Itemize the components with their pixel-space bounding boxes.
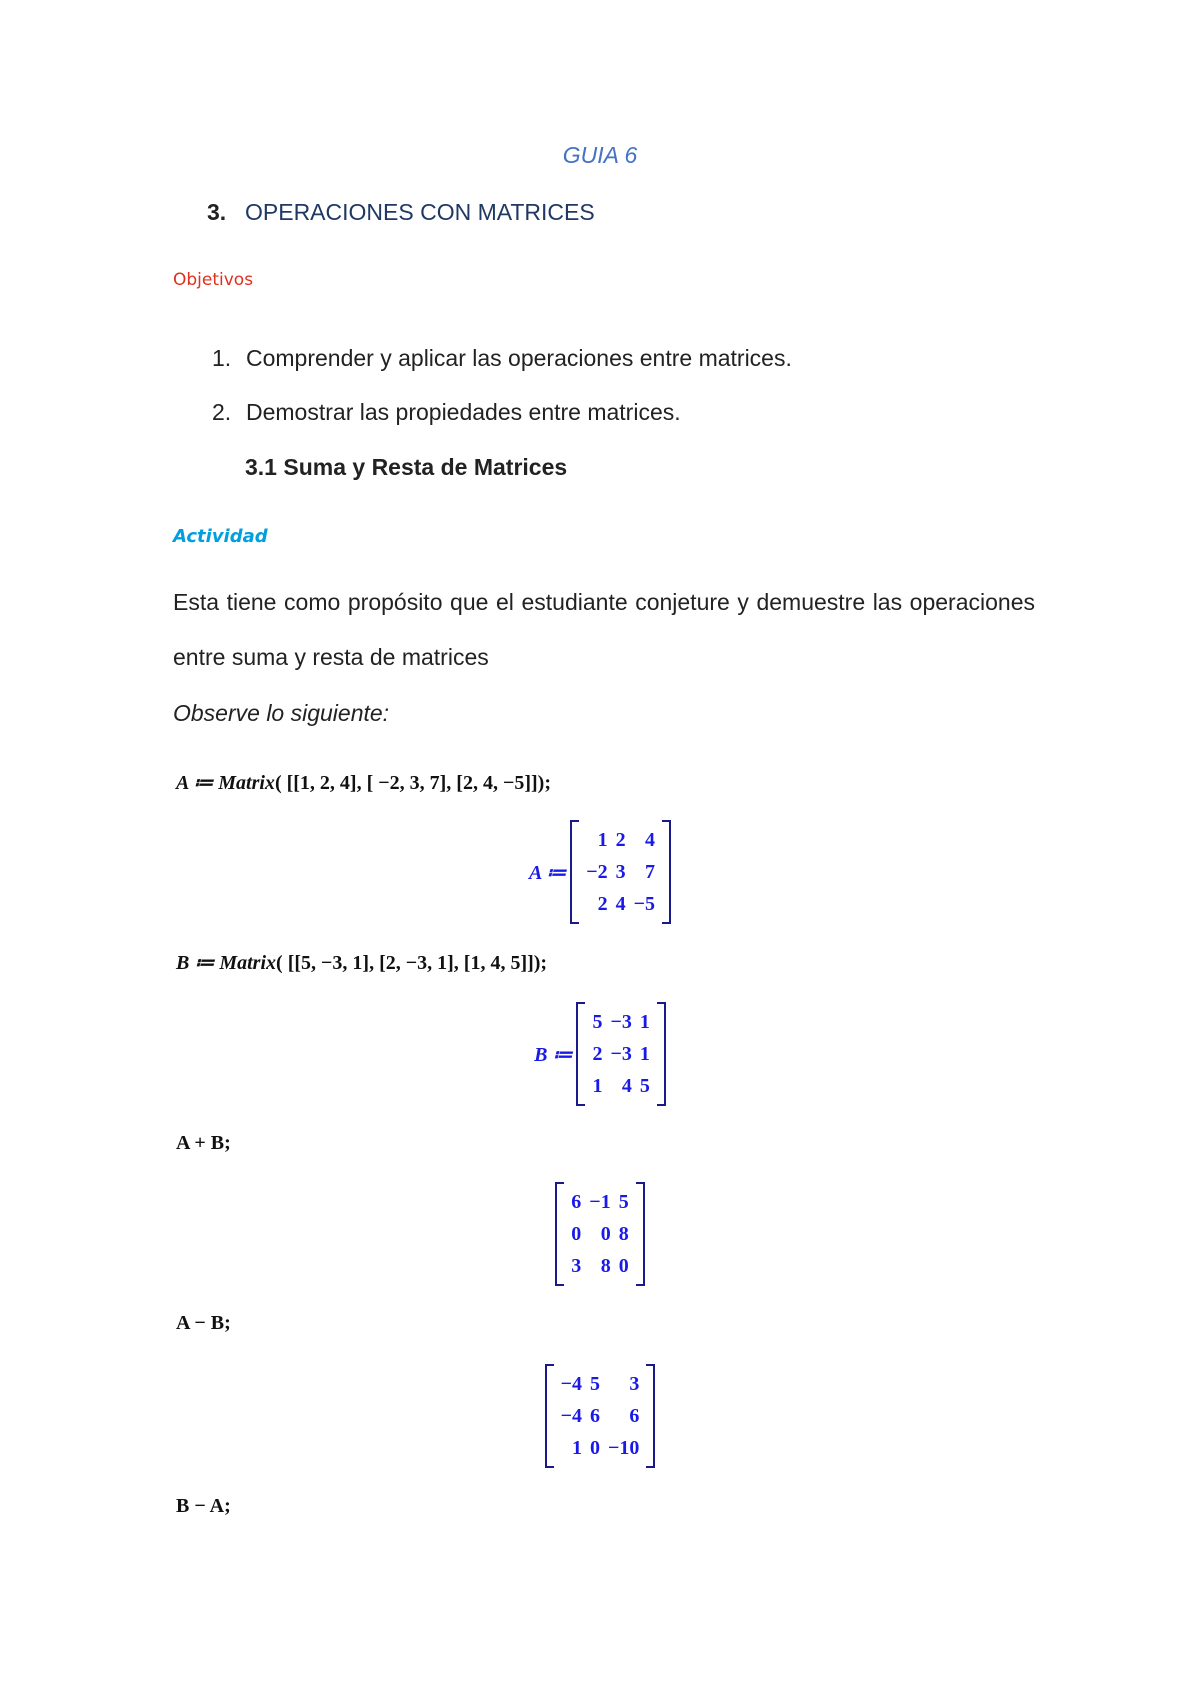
matrix-cell: 2 bbox=[592, 1042, 603, 1065]
matrix-sum-output bbox=[0, 1182, 1200, 1286]
matrix-cell: 1 bbox=[639, 1042, 650, 1065]
matrix-cell: 4 bbox=[645, 828, 656, 851]
section-title: OPERACIONES CON MATRICES bbox=[245, 199, 595, 225]
matrix-cell: 6 bbox=[629, 1404, 640, 1427]
matrix-cell: 7 bbox=[645, 860, 656, 883]
matrix-cell: −2 bbox=[586, 860, 608, 883]
matrix-cell: 0 bbox=[618, 1254, 629, 1277]
matrix-cell: 1 bbox=[597, 828, 608, 851]
matrix-cell: 0 bbox=[571, 1222, 582, 1245]
matrix-cell: 0 bbox=[600, 1222, 611, 1245]
matrix-diff-output bbox=[0, 1364, 1200, 1468]
matrix-row bbox=[557, 1432, 644, 1464]
matrix-cell: 2 bbox=[597, 892, 608, 915]
actividad-label: Actividad bbox=[173, 526, 268, 547]
matrix-diff bbox=[545, 1364, 656, 1468]
matrix-cell: 4 bbox=[615, 892, 626, 915]
matrix-cell: 6 bbox=[571, 1190, 582, 1213]
matrix-row bbox=[557, 1368, 644, 1400]
matrix-row bbox=[582, 856, 659, 888]
matrix-cell: 0 bbox=[590, 1436, 600, 1459]
matrix-row bbox=[567, 1186, 632, 1218]
objective-number: 2. bbox=[212, 399, 232, 425]
matrix-cell: 3 bbox=[615, 860, 626, 883]
matrix-cell: 3 bbox=[571, 1254, 582, 1277]
activity-paragraph: Esta tiene como propósito que el estudiante conjeture y demuestre las operaciones entre suma y resta de matrices bbox=[173, 589, 1035, 670]
objective-text: Demostrar las propiedades entre matrices. bbox=[246, 399, 681, 425]
maple-command-diff: A − B; bbox=[176, 1312, 231, 1334]
matrix-cell: −10 bbox=[608, 1436, 640, 1459]
matrix-cell: −5 bbox=[633, 892, 656, 915]
matrix-row bbox=[567, 1218, 632, 1250]
matrix-sum bbox=[555, 1182, 644, 1286]
matrix-cell: 5 bbox=[639, 1074, 650, 1097]
command-lhs: A ≔ bbox=[176, 772, 219, 794]
matrix-cell: 1 bbox=[592, 1074, 603, 1097]
matrix-a-output bbox=[0, 820, 1200, 924]
section-heading bbox=[207, 199, 595, 226]
command-args: ( [[5, −3, 1], [2, −3, 1], [1, 4, 5]]); bbox=[276, 952, 548, 974]
matrix-cell: −4 bbox=[560, 1372, 582, 1395]
matrix-cell: −4 bbox=[560, 1404, 582, 1427]
matrix-row bbox=[588, 1006, 653, 1038]
matrix-row bbox=[567, 1250, 632, 1282]
section-number: 3. bbox=[207, 199, 227, 225]
matrix-cell: 2 bbox=[615, 828, 626, 851]
matrix-label: B ≔ bbox=[534, 1043, 573, 1066]
matrix-cell: 6 bbox=[590, 1404, 600, 1427]
objective-item-1 bbox=[212, 345, 792, 372]
matrix-row bbox=[582, 888, 659, 920]
matrix-cell: 1 bbox=[572, 1436, 582, 1459]
objective-item-2 bbox=[212, 399, 681, 426]
command-function: Matrix bbox=[218, 772, 275, 794]
subsection-heading: 3.1 Suma y Resta de Matrices bbox=[245, 454, 568, 480]
objetivos-label: Objetivos bbox=[173, 270, 254, 290]
matrix-cell: −3 bbox=[610, 1010, 632, 1033]
guia-title: GUIA 6 bbox=[562, 142, 638, 168]
matrix-cell: −1 bbox=[589, 1190, 611, 1213]
matrix-row bbox=[557, 1400, 644, 1432]
command-function: Matrix bbox=[219, 952, 277, 974]
matrix-cell: 8 bbox=[618, 1222, 629, 1245]
matrix-b bbox=[576, 1002, 665, 1106]
observe-line: Observe lo siguiente: bbox=[173, 700, 390, 726]
matrix-cell: 1 bbox=[639, 1010, 650, 1033]
matrix-row bbox=[582, 824, 659, 856]
matrix-row bbox=[588, 1070, 653, 1102]
command-lhs: B ≔ bbox=[176, 952, 220, 974]
matrix-cell: 3 bbox=[629, 1372, 640, 1395]
matrix-cell: 5 bbox=[618, 1190, 629, 1213]
matrix-cell: −3 bbox=[610, 1042, 632, 1065]
matrix-b-output bbox=[0, 1002, 1200, 1106]
maple-command-sum: A + B; bbox=[176, 1132, 231, 1154]
maple-command-b bbox=[176, 950, 547, 975]
objective-text: Comprender y aplicar las operaciones entre matrices. bbox=[246, 345, 792, 371]
matrix-row bbox=[588, 1038, 653, 1070]
maple-command-diff2: B − A; bbox=[176, 1495, 231, 1517]
matrix-cell: 5 bbox=[590, 1372, 600, 1395]
matrix-cell: 8 bbox=[600, 1254, 611, 1277]
matrix-cell: 5 bbox=[592, 1010, 603, 1033]
maple-command-a bbox=[176, 770, 551, 795]
command-args: ( [[1, 2, 4], [ −2, 3, 7], [2, 4, −5]]); bbox=[274, 772, 551, 794]
objective-number: 1. bbox=[212, 345, 232, 371]
matrix-cell: 4 bbox=[621, 1074, 632, 1097]
matrix-label: A ≔ bbox=[528, 861, 567, 884]
matrix-a bbox=[570, 820, 671, 924]
